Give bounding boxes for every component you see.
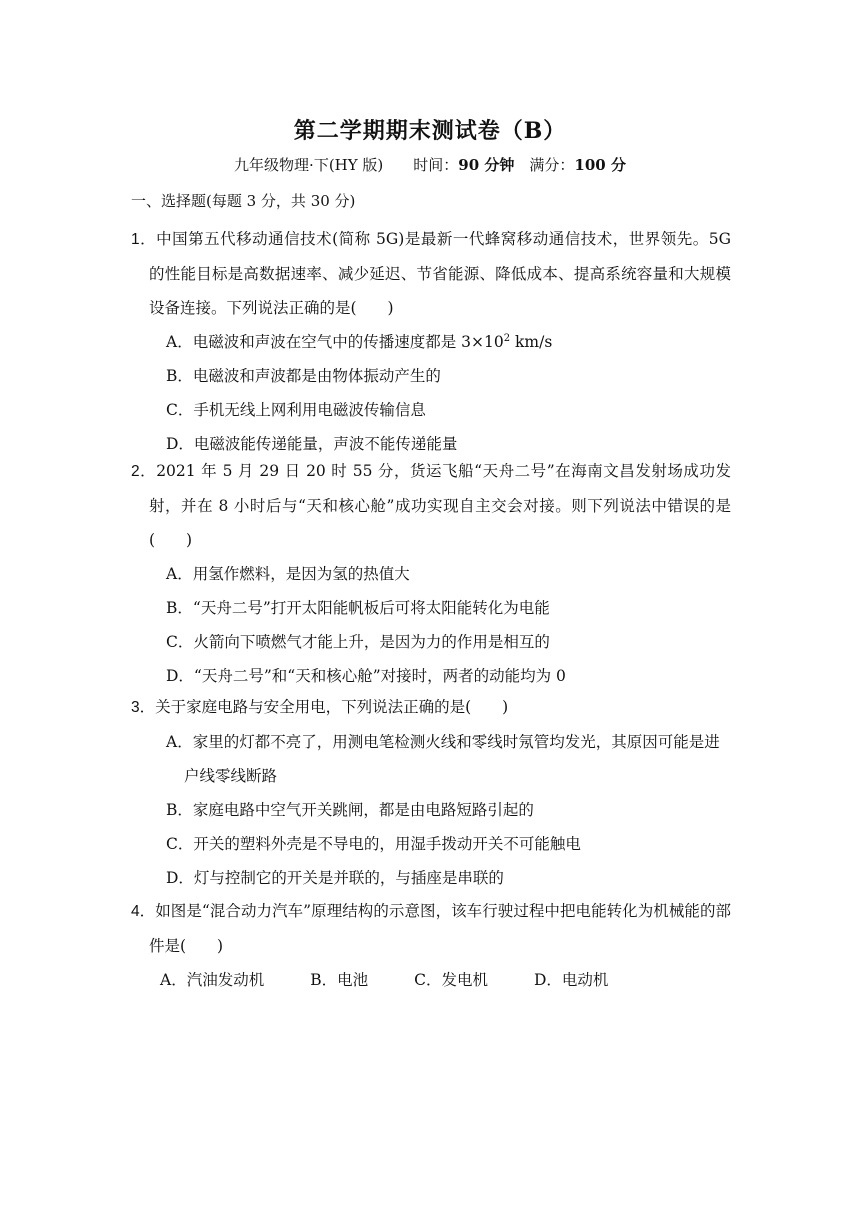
- exam-info-prefix: 九年级物理·下(HY 版) 时间：: [234, 156, 459, 174]
- question-1: [131, 222, 731, 461]
- option-b[interactable]: B．家庭电路中空气开关跳闸，都是由电路短路引起的: [166, 801, 534, 819]
- question-3: [131, 690, 731, 895]
- option-b[interactable]: B．“天舟二号”打开太阳能帆板后可将太阳能转化为电能: [166, 599, 550, 617]
- question-4-stem: [131, 894, 731, 963]
- option-c[interactable]: C．开关的塑料外壳是不导电的，用湿手拨动开关不可能触电: [166, 835, 581, 853]
- question-4: [131, 894, 731, 997]
- question-1-stem: [131, 222, 731, 325]
- option-a[interactable]: A．汽油发动机: [160, 971, 265, 989]
- question-text: 关于家庭电路与安全用电，下列说法正确的是( ): [155, 698, 509, 716]
- question-number: 3．: [131, 699, 156, 716]
- question-number: 2．: [131, 463, 157, 480]
- option-d[interactable]: D．灯与控制它的开关是并联的，与插座是串联的: [166, 869, 504, 887]
- unit: km/s: [510, 333, 553, 351]
- question-2-stem: [131, 454, 731, 557]
- question-number: 1．: [131, 231, 157, 248]
- question-2: [131, 454, 731, 693]
- option-a-text: A．电磁波和声波在空气中的传播速度都是 3×10: [166, 333, 504, 351]
- score-label: 满分：: [514, 156, 575, 174]
- option-d[interactable]: D．电磁波能传递能量，声波不能传递能量: [166, 435, 458, 453]
- exam-info: [0, 154, 860, 175]
- option-a[interactable]: A．家里的灯都不亮了，用测电笔检测火线和零线时氖管均发光，其原因可能是进户线零线断路: [166, 733, 720, 785]
- option-c[interactable]: C．发电机: [414, 971, 488, 989]
- option-c[interactable]: C．火箭向下喷燃气才能上升，是因为力的作用是相互的: [166, 633, 550, 651]
- time-value: 90 分钟: [458, 156, 515, 174]
- score-value: 100 分: [574, 156, 626, 174]
- question-text: 2021 年 5 月 29 日 20 时 55 分，货运飞船“天舟二号”在海南文昌发射场成功发射，并在 8 小时后与“天和核心舱”成功实现自主交会对接。则下列说法中错误的是( ): [149, 462, 731, 549]
- option-c[interactable]: C．手机无线上网利用电磁波传输信息: [166, 401, 426, 419]
- section-heading: 一、选择题(每题 3 分，共 30 分): [131, 192, 356, 210]
- question-text: 如图是“混合动力汽车”原理结构的示意图，该车行驶过程中把电能转化为机械能的部件是( ): [149, 902, 731, 955]
- page-title: 第二学期期末测试卷（B）: [293, 118, 567, 144]
- option-b[interactable]: B．电磁波和声波都是由物体振动产生的: [166, 367, 441, 385]
- option-b[interactable]: B．电池: [310, 971, 369, 989]
- question-text: 中国第五代移动通信技术(简称 5G)是最新一代蜂窝移动通信技术，世界领先。5G 的性能目标是高数据速率、减少延迟、节省能源、降低成本、提高系统容量和大规模设备连接。下列说法正确的是( ): [149, 230, 732, 317]
- question-number: 4．: [131, 903, 156, 920]
- option-d[interactable]: D．“天舟二号”和“天和核心舱”对接时，两者的动能均为 0: [166, 667, 566, 685]
- option-a[interactable]: A．用氢作燃料，是因为氢的热值大: [166, 565, 410, 583]
- options-row: [131, 963, 731, 997]
- question-3-stem: [131, 690, 731, 725]
- option-a[interactable]: [149, 325, 731, 359]
- option-d[interactable]: D．电动机: [533, 971, 609, 989]
- exponent: 2: [503, 332, 511, 344]
